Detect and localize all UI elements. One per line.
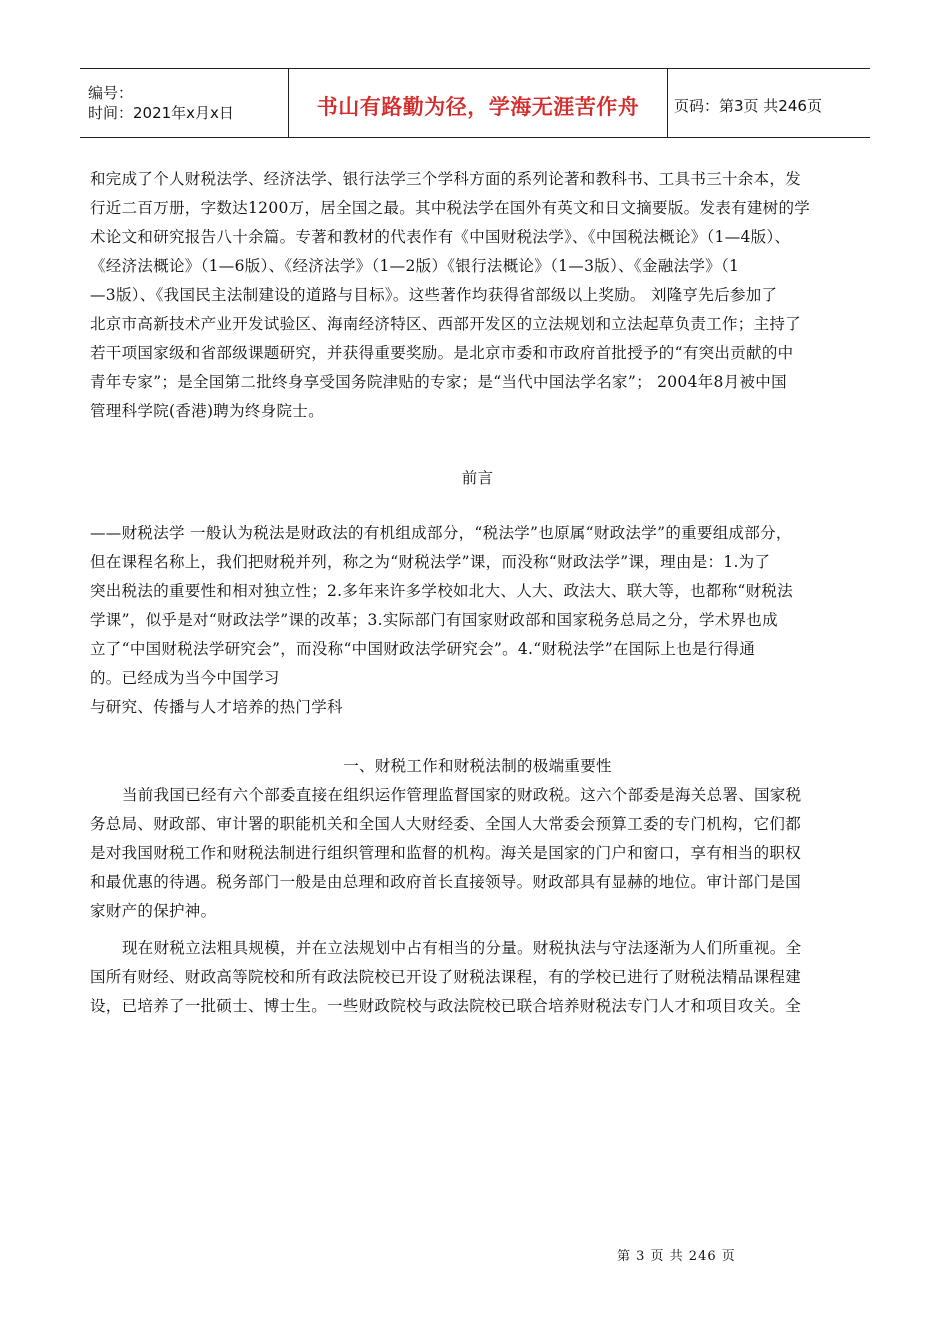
text-line: 若干项国家级和省部级课题研究，并获得重要奖励。是北京市委和市政府首批授予的“有突出贡献的中 bbox=[90, 344, 794, 362]
text-line: 国所有财经、财政高等院校和所有政法院校已开设了财税法课程，有的学校已进行了财税法精品课程建 bbox=[90, 968, 802, 986]
text-line: 《经济法概论》（1—6版）、《经济法学》（1—2版）《银行法概论》（1—3版）、《金融法学》（1 bbox=[90, 257, 740, 275]
section1-paragraph-2 bbox=[90, 934, 865, 1021]
text-line: 和完成了个人财税法学、经济法学、银行法学三个学科方面的系列论著和教科书、工具书三十余本，发 bbox=[90, 170, 802, 188]
page-info: 页码：第3页 共246页 bbox=[674, 96, 822, 115]
text-line: 青年专家”；是全国第二批终身享受国务院津贴的专家；是“当代中国法学名家”； 2004年8月被中国 bbox=[90, 373, 787, 391]
document-header bbox=[80, 68, 870, 138]
text-line: —3版）、《我国民主法制建设的道路与目标》。这些著作均获得省部级以上奖励。 刘隆亨先后参加了 bbox=[90, 286, 778, 304]
intro-paragraph bbox=[90, 165, 865, 426]
text-line: 术论文和研究报告八十余篇。专著和教材的代表作有《中国财税法学》、《中国税法概论》（1—4版）、 bbox=[90, 228, 791, 246]
time-label: 时间：2021年x月x日 bbox=[88, 104, 234, 122]
section1-heading: 一、财税工作和财税法制的极端重要性 bbox=[343, 757, 612, 775]
document-body bbox=[90, 165, 865, 1021]
header-meta bbox=[80, 69, 289, 137]
text-line: ——财税法学 一般认为税法是财政法的有机组成部分，“税法学”也原属“财政法学”的重要组成部分， bbox=[90, 524, 792, 542]
text-line: 的。已经成为当今中国学习 bbox=[90, 669, 280, 687]
text-line: 行近二百万册，字数达1200万，居全国之最。其中税法学在国外有英文和日文摘要版。发表有建树的学 bbox=[90, 199, 811, 217]
text-line: 务总局、财政部、审计署的职能机关和全国人大财经委、全国人大常委会预算工委的专门机构，它们都 bbox=[90, 815, 802, 833]
page-footer: 第 3 页 共 246 页 bbox=[617, 1249, 736, 1264]
motto: 书山有路勤为径，学海无涯苦作舟 bbox=[316, 95, 640, 119]
text-line: 当前我国已经有六个部委直接在组织运作管理监督国家的财政税。这六个部委是海关总署、国家税 bbox=[122, 786, 802, 804]
text-line: 家财产的保护神。 bbox=[90, 902, 217, 920]
section1-paragraph-1 bbox=[90, 781, 865, 926]
text-line: 突出税法的重要性和相对独立性；2.多年来许多学校如北大、人大、政法大、联大等，也都称“财税法 bbox=[90, 582, 794, 600]
text-line: 与研究、传播与人才培养的热门学科 bbox=[90, 698, 343, 716]
text-line: 立了“中国财税法学研究会”，而没称“中国财政法学研究会”。4.“财税法学”在国际上也是行得通 bbox=[90, 640, 756, 658]
text-line: 是对我国财税工作和财税法制进行组织管理和监督的机构。海关是国家的门户和窗口，享有相当的职权 bbox=[90, 844, 802, 862]
preface-paragraph bbox=[90, 519, 865, 722]
header-page-cell bbox=[668, 69, 870, 137]
text-line: 但在课程名称上，我们把财税并列，称之为“财税法学”课，而没称“财政法学”课，理由是：1.为了 bbox=[90, 553, 771, 571]
header-motto-cell bbox=[289, 69, 668, 137]
text-line: 北京市高新技术产业开发试验区、海南经济特区、西部开发区的立法规划和立法起草负责工作；主持了 bbox=[90, 315, 802, 333]
text-line: 和最优惠的待遇。税务部门一般是由总理和政府首长直接领导。财政部具有显赫的地位。审计部门是国 bbox=[90, 873, 802, 891]
text-line: 管理科学院(香港)聘为终身院士。 bbox=[90, 402, 324, 420]
number-label: 编号： bbox=[88, 84, 134, 102]
text-line: 学课”，似乎是对“财政法学”课的改革；3.实际部门有国家财政部和国家税务总局之分，学术界也成 bbox=[90, 611, 778, 629]
preface-heading: 前言 bbox=[461, 469, 494, 487]
text-line: 设，已培养了一批硕士、博士生。一些财政院校与政法院校已联合培养财税法专门人才和项目攻关。全 bbox=[90, 997, 802, 1015]
text-line: 现在财税立法粗具规模，并在立法规划中占有相当的分量。财税执法与守法逐渐为人们所重视。全 bbox=[122, 939, 802, 957]
